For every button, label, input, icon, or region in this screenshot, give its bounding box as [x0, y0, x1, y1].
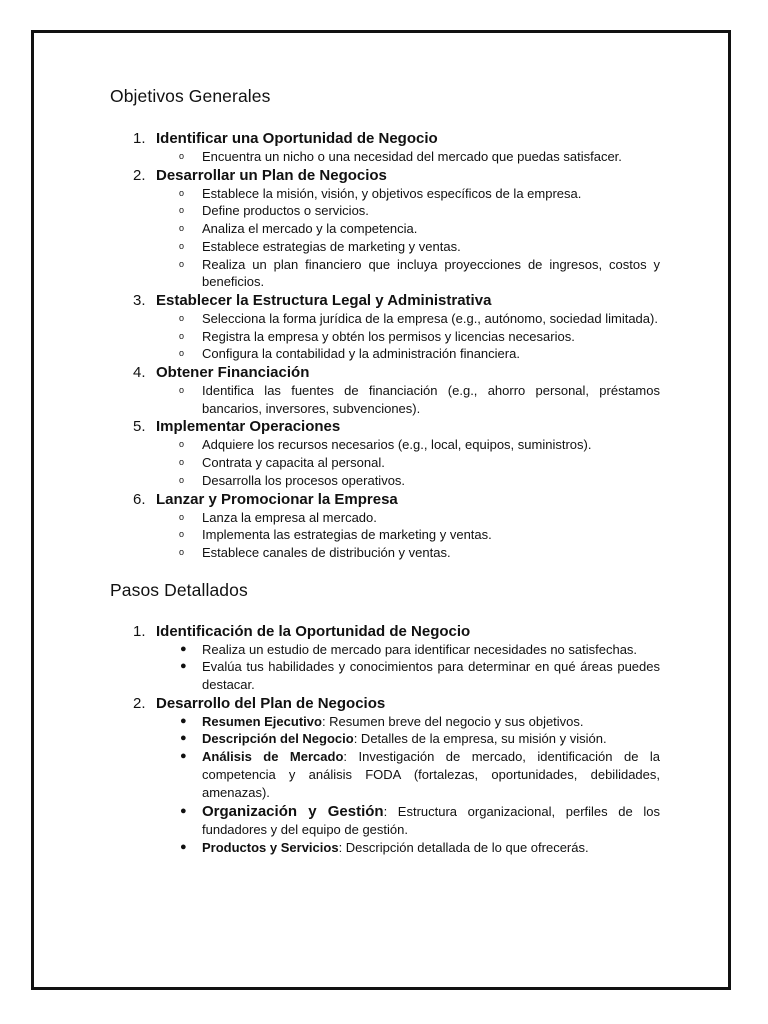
- list-item: o Establece estrategias de marketing y ventas.: [179, 238, 461, 254]
- list-item: o Identifica las fuentes de financiación (e.g., ahorro personal, préstamos bancarios, inversores, subvenciones).: [179, 383, 660, 416]
- disc-bullet-icon: ●: [180, 750, 187, 763]
- circle-bullet-icon: o: [179, 312, 185, 323]
- objective-step-3: 3. Establecer la Estructura Legal y Administrativa o Selecciona la forma jurídica de la empresa (e.g., autónomo, sociedad limitada). o Registra la empresa y obtén los permisos y licencias necesarios. o Configura la contabilidad y la administración financiera.: [110, 291, 660, 363]
- step-title: Establecer la Estructura Legal y Administrativa: [156, 291, 492, 309]
- circle-bullet-icon: o: [179, 457, 185, 468]
- objective-step-2: 2. Desarrollar un Plan de Negocios o Establece la misión, visión, y objetivos específicos de la empresa. o Define productos o servicios. o Analiza el mercado y la competencia. o Establece estrategias de marketing y ventas. o Realiza un plan financiero que incluya proyecciones de ingresos, costos y beneficios.: [110, 166, 660, 291]
- circle-bullet-icon: o: [179, 205, 185, 216]
- disc-bullet-icon: ●: [180, 840, 187, 853]
- list-item: o Establece la misión, visión, y objetivos específicos de la empresa.: [179, 185, 582, 201]
- circle-bullet-icon: o: [179, 385, 185, 396]
- circle-bullet-icon: o: [179, 258, 185, 269]
- circle-bullet-icon: o: [179, 223, 185, 234]
- disc-bullet-icon: ●: [180, 714, 187, 727]
- list-item: o Analiza el mercado y la competencia.: [179, 221, 418, 237]
- step-title: Desarrollo del Plan de Negocios: [156, 694, 386, 712]
- objectives-list: [110, 129, 660, 562]
- list-item: ● Evalúa tus habilidades y conocimientos para determinar en qué áreas puedes destacar.: [180, 659, 660, 693]
- circle-bullet-icon: o: [179, 546, 185, 557]
- detailed-step-2: 2. Desarrollo del Plan de Negocios ● Resumen Ejecutivo: Resumen breve del negocio y sus objetivos. ● Descripción del Negocio: Detalles de la empresa, su misión y visión. ● Análisis de Mercado: Investigación de mercado, identificación de la competencia y análisis FODA (fortalezas, oportunidades, debilidades, amenazas). ● Organización y Gestión: Estructura organizacional, perfiles de los fundadores y del equipo de gestión. ● Productos y Servicios: Descripción detallada de lo que ofrecerás.: [110, 694, 660, 857]
- list-item: o Desarrolla los procesos operativos.: [179, 472, 406, 488]
- circle-bullet-icon: o: [179, 330, 185, 341]
- circle-bullet-icon: o: [179, 439, 185, 450]
- list-item: ● Realiza un estudio de mercado para identificar necesidades no satisfechas.: [180, 641, 638, 657]
- list-item: o Adquiere los recursos necesarios (e.g., local, equipos, suministros).: [179, 437, 592, 453]
- list-item: o Implementa las estrategias de marketing y ventas.: [179, 527, 492, 543]
- list-item: o Realiza un plan financiero que incluya proyecciones de ingresos, costos y beneficios.: [179, 256, 660, 290]
- circle-bullet-icon: o: [179, 187, 185, 198]
- circle-bullet-icon: o: [179, 151, 185, 161]
- step-title: Identificar una Oportunidad de Negocio: [156, 130, 438, 147]
- list-item: ● Resumen Ejecutivo: Resumen breve del negocio y sus objetivos.: [180, 713, 584, 729]
- objective-step-1: 1. Identificar una Oportunidad de Negocio o Encuentra un nicho o una necesidad del mercado que puedas satisfacer.: [110, 129, 660, 166]
- list-item: o Selecciona la forma jurídica de la empresa (e.g., autónomo, sociedad limitada).: [179, 310, 658, 326]
- circle-bullet-icon: o: [179, 348, 185, 359]
- circle-bullet-icon: o: [179, 240, 185, 251]
- list-item: ● Análisis de Mercado: Investigación de mercado, identificación de la competencia y análisis FODA (fortalezas, oportunidades, debilidades, amenazas).: [180, 749, 661, 800]
- list-item: o Configura la contabilidad y la administración financiera.: [179, 346, 520, 362]
- document-content: [110, 86, 660, 856]
- objective-step-5: 5. Implementar Operaciones o Adquiere los recursos necesarios (e.g., local, equipos, suministros). o Contrata y capacita al personal. o Desarrolla los procesos operativos.: [110, 417, 660, 489]
- disc-bullet-icon: ●: [180, 660, 187, 673]
- step-title: Identificación de la Oportunidad de Negocio: [156, 622, 471, 640]
- list-item: ● Productos y Servicios: Descripción detallada de lo que ofrecerás.: [180, 839, 589, 855]
- disc-bullet-icon: ●: [180, 805, 187, 818]
- objective-step-6: 6. Lanzar y Promocionar la Empresa o Lanza la empresa al mercado. o Implementa las estrategias de marketing y ventas. o Establece canales de distribución y ventas.: [110, 490, 660, 562]
- objective-step-4: 4. Obtener Financiación o Identifica las fuentes de financiación (e.g., ahorro personal, préstamos bancarios, inversores, subvenciones).: [110, 363, 660, 417]
- step-title: Lanzar y Promocionar la Empresa: [156, 490, 398, 508]
- list-item: o Contrata y capacita al personal.: [179, 455, 385, 471]
- step-title: Desarrollar un Plan de Negocios: [156, 166, 387, 184]
- detailed-steps-list: [110, 622, 660, 857]
- disc-bullet-icon: ●: [180, 642, 187, 655]
- circle-bullet-icon: o: [179, 529, 185, 540]
- circle-bullet-icon: o: [179, 474, 185, 485]
- list-item: ● Organización y Gestión: Estructura organizacional, perfiles de los fundadores y del equipo de gestión.: [180, 803, 660, 837]
- step-title: Obtener Financiación: [156, 364, 310, 382]
- step-title: Implementar Operaciones: [156, 418, 341, 436]
- list-item: o Define productos o servicios.: [179, 203, 369, 219]
- circle-bullet-icon: o: [179, 511, 185, 522]
- detailed-step-1: 1. Identificación de la Oportunidad de Negocio ● Realiza un estudio de mercado para identificar necesidades no satisfechas. ● Evalúa tus habilidades y conocimientos para determinar en qué áreas puedes destacar.: [110, 622, 660, 694]
- list-item: o Lanza la empresa al mercado.: [179, 509, 377, 525]
- list-item: o Registra la empresa y obtén los permisos y licencias necesarios.: [179, 328, 575, 344]
- disc-bullet-icon: ●: [180, 732, 187, 745]
- list-item: ● Descripción del Negocio: Detalles de la empresa, su misión y visión.: [180, 731, 607, 747]
- section-title-objetivos: Objetivos Generales: [110, 86, 271, 106]
- list-item: o Establece canales de distribución y ventas.: [179, 544, 451, 560]
- section-title-pasos: Pasos Detallados: [110, 579, 248, 600]
- list-item: o Encuentra un nicho o una necesidad del mercado que puedas satisfacer.: [179, 149, 622, 164]
